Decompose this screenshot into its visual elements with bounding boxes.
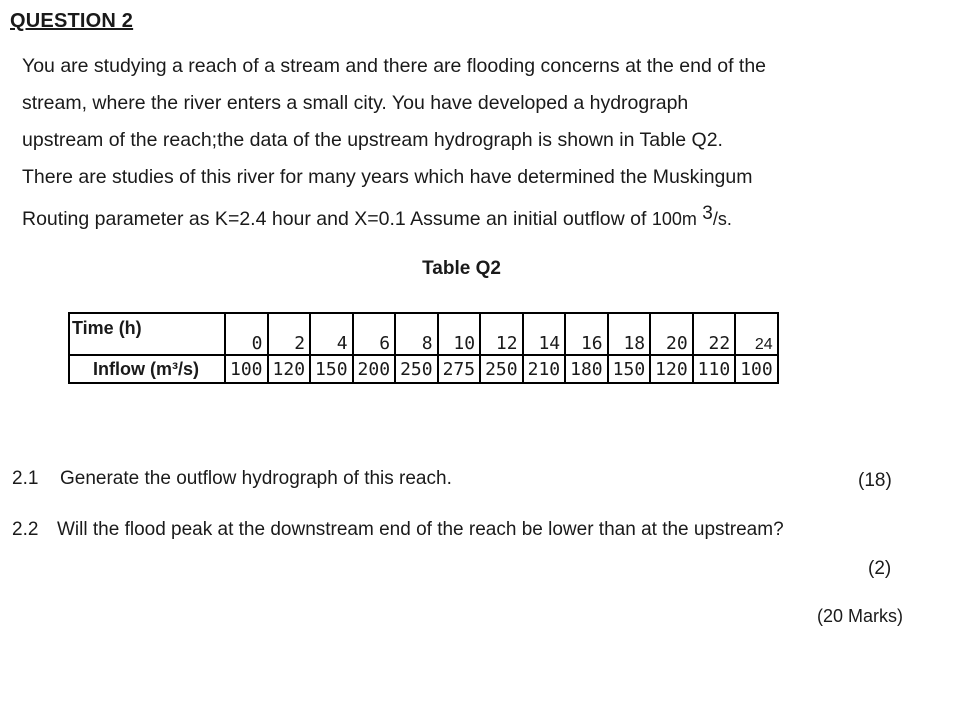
paragraph-line-4: There are studies of this river for many years which have determined the Muskingum (22, 166, 753, 188)
time-cell: 24 (735, 313, 778, 355)
question-2-1-number: 2.1 (12, 468, 39, 489)
time-cell: 0 (225, 313, 268, 355)
question-2-1-text: Generate the outflow hydrograph of this reach. (60, 468, 452, 489)
inflow-cell: 150 (608, 355, 651, 383)
total-marks: (20 Marks) (817, 606, 904, 626)
question-2-2 (12, 519, 784, 541)
time-cell: 4 (310, 313, 353, 355)
time-cell: 22 (693, 313, 736, 355)
time-row (69, 313, 778, 355)
time-cell: 10 (438, 313, 481, 355)
paragraph-line-3: upstream of the reach;the data of the upstream hydrograph is shown in Table Q2. (22, 129, 723, 151)
inflow-cell: 250 (395, 355, 438, 383)
time-cell: 18 (608, 313, 651, 355)
question-heading: QUESTION 2 (10, 10, 134, 32)
time-cell: 6 (353, 313, 396, 355)
question-2-2-number: 2.2 (12, 519, 39, 540)
inflow-row-label: Inflow (m³/s) (69, 355, 225, 383)
inflow-cell: 110 (693, 355, 736, 383)
question-2-1 (12, 468, 452, 490)
table-title: Table Q2 (422, 258, 501, 279)
inflow-cell: 275 (438, 355, 481, 383)
inflow-cell: 100 (225, 355, 268, 383)
paragraph-line-5-main: Routing parameter as K=2.4 hour and X=0.1 Assume an initial outflow of (22, 208, 652, 230)
time-cell: 14 (523, 313, 566, 355)
initial-outflow-unit: /s. (712, 209, 732, 229)
paragraph-line-1: You are studying a reach of a stream and there are flooding concerns at the end of the (22, 55, 767, 77)
question-2-2-text: Will the flood peak at the downstream end of the reach be lower than at the upstream? (57, 519, 784, 540)
question-paragraph (22, 48, 902, 238)
paragraph-line-5 (22, 201, 902, 238)
hydrograph-table (68, 312, 779, 384)
time-cell: 16 (565, 313, 608, 355)
inflow-cell: 100 (735, 355, 778, 383)
inflow-cell: 180 (565, 355, 608, 383)
initial-outflow-exponent: 3 (702, 203, 713, 224)
question-2-1-marks: (18) (858, 470, 892, 491)
time-row-label: Time (h) (69, 313, 225, 355)
inflow-cell: 210 (523, 355, 566, 383)
inflow-cell: 120 (650, 355, 693, 383)
initial-outflow-value: 100m (651, 209, 697, 229)
paragraph-line-2: stream, where the river enters a small city. You have developed a hydrograph (22, 92, 689, 114)
inflow-cell: 200 (353, 355, 396, 383)
time-cell: 2 (268, 313, 311, 355)
question-2-2-marks: (2) (868, 558, 892, 579)
inflow-row (69, 355, 778, 383)
inflow-cell: 150 (310, 355, 353, 383)
time-cell: 20 (650, 313, 693, 355)
time-cell: 8 (395, 313, 438, 355)
time-cell: 12 (480, 313, 523, 355)
inflow-cell: 250 (480, 355, 523, 383)
inflow-cell: 120 (268, 355, 311, 383)
